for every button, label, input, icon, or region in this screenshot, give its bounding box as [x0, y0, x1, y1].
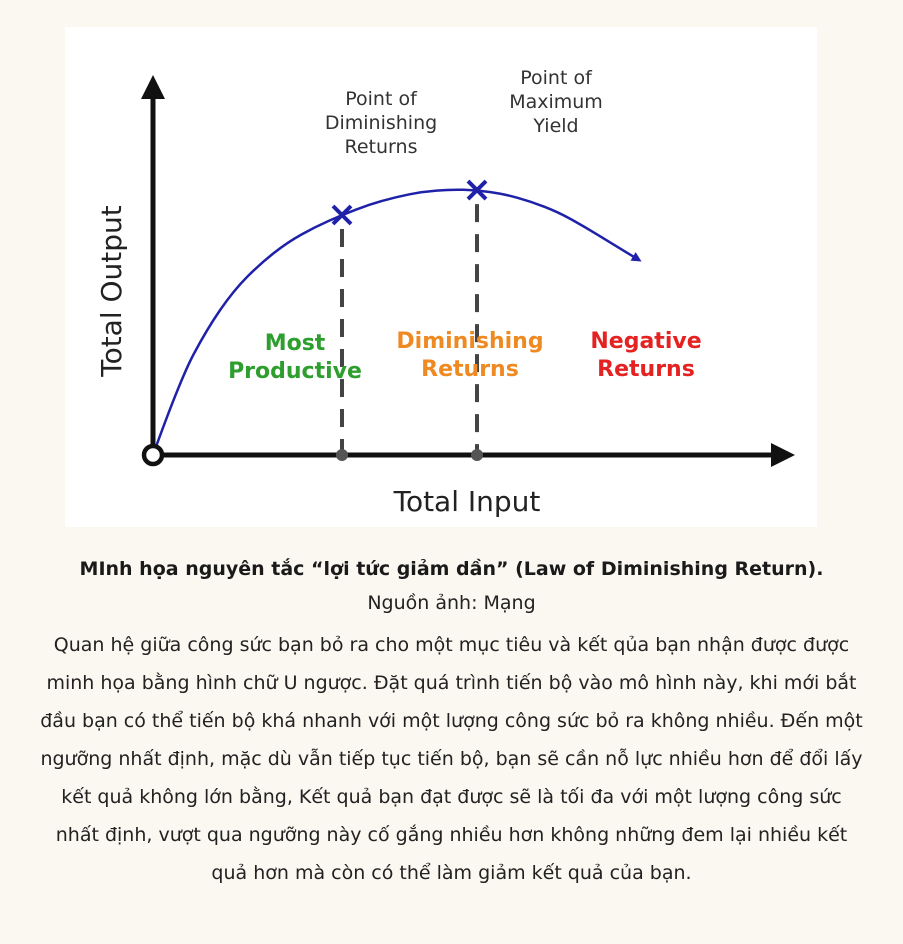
- x-axis-label: Total Input: [393, 485, 541, 518]
- diminishing-returns-label-line-3: Returns: [344, 136, 418, 158]
- caption-title: MInh họa nguyên tắc “lợi tức giảm dần” (Law of Diminishing Return).: [79, 558, 824, 580]
- y-axis-label: Total Output: [95, 205, 128, 377]
- x-axis-arrowhead: [771, 443, 795, 467]
- region-diminishing-returns-line-2: Returns: [421, 357, 519, 382]
- maximum-yield-label-line-3: Yield: [533, 115, 579, 137]
- point-of-diminishing-returns-marker: [333, 206, 351, 224]
- region-most-productive-line-2: Productive: [228, 359, 362, 384]
- maximum-yield-label-line-2: Maximum: [509, 91, 603, 113]
- region-negative-returns-line-1: Negative: [590, 329, 702, 354]
- diminishing-returns-chart: [65, 27, 817, 527]
- y-axis-arrowhead: [141, 75, 165, 99]
- diminishing-returns-label-line-1: Point of: [345, 88, 417, 110]
- origin-point: [144, 446, 162, 464]
- body-paragraph: Quan hệ giữa công sức bạn bỏ ra cho một mục tiêu và kết qủa bạn nhận được được minh họa bằng hình chữ U ngược. Đặt quá trình tiến bộ vào mô hình này, khi mới bắt đầu bạn có thể tiến bộ khá nhanh với một lượng công sức bỏ ra không nhiều. Đến một ngưỡng nhất định, mặc dù vẫn tiếp tục tiến bộ, bạn sẽ cần nỗ lực nhiều hơn để đổi lấy kết quả không lớn bằng, Kết quả bạn đạt được sẽ là tối đa với một lượng công sức nhất định, vượt qua ngưỡng này cố gắng nhiều hơn không những đem lại nhiều kết quả hơn mà còn có thể làm giảm kết quả của bạn.: [40, 634, 863, 884]
- maximum-yield-label-line-1: Point of: [520, 67, 592, 89]
- region-negative-returns-line-2: Returns: [597, 357, 695, 382]
- diminishing-returns-label-line-2: Diminishing: [324, 112, 438, 134]
- maximum-yield-axis-point: [471, 449, 483, 461]
- figure-caption: [0, 552, 903, 620]
- region-most-productive-line-1: Most: [264, 331, 326, 356]
- caption-source: Nguồn ảnh: Mạng: [367, 592, 536, 614]
- total-output-curve: [153, 190, 639, 455]
- region-diminishing-returns-line-1: Diminishing: [396, 329, 544, 354]
- diminishing-returns-axis-point: [336, 449, 348, 461]
- figure: [65, 27, 817, 527]
